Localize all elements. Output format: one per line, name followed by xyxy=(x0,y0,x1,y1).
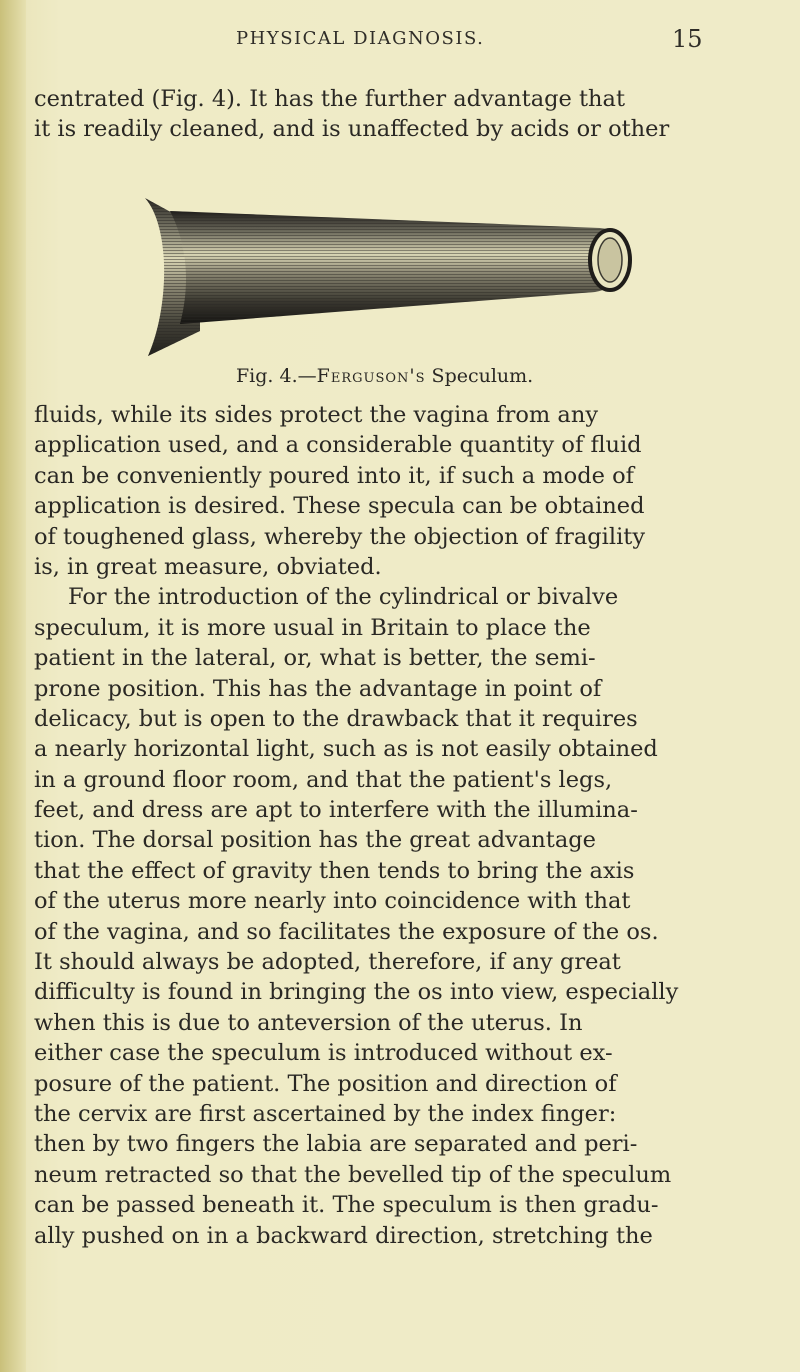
text-line: can be conveniently poured into it, if such a mode of xyxy=(34,462,634,489)
text-line: that the effect of gravity then tends to bring the axis xyxy=(34,857,635,884)
text-line: prone position. This has the advantage in point of xyxy=(34,675,602,702)
text-line: tion. The dorsal position has the great advantage xyxy=(34,827,596,854)
caption-suffix: Speculum. xyxy=(425,365,534,387)
text-line: the cervix are first ascertained by the index finger: xyxy=(34,1100,617,1127)
running-head: PHYSICAL DIAGNOSIS. xyxy=(236,28,485,49)
text-line: then by two fingers the labia are separated and peri- xyxy=(34,1131,638,1158)
text-line: For the introduction of the cylindrical or bivalve xyxy=(68,584,619,611)
caption-name: Ferguson's xyxy=(316,365,426,387)
text-line: ally pushed on in a backward direction, stretching the xyxy=(34,1222,653,1249)
text-line: difficulty is found in bringing the os into view, especially xyxy=(34,979,679,1006)
page-header xyxy=(0,25,800,56)
text-line: neum retracted so that the bevelled tip of the speculum xyxy=(34,1161,672,1188)
figure-caption xyxy=(236,365,533,387)
text-line: posure of the patient. The position and direction of xyxy=(34,1070,617,1097)
page-gutter-edge xyxy=(0,0,26,1372)
text-line: centrated (Fig. 4). It has the further advantage that xyxy=(34,86,625,112)
text-line: application used, and a considerable quantity of fluid xyxy=(34,432,642,459)
text-line: It should always be adopted, therefore, if any great xyxy=(34,949,621,976)
paragraph-top xyxy=(34,84,774,144)
text-line: application is desired. These specula can be obtained xyxy=(34,493,645,520)
text-line: delicacy, but is open to the drawback that it requires xyxy=(34,705,638,732)
text-line: when this is due to anteversion of the uterus. In xyxy=(34,1009,583,1036)
page-number: 15 xyxy=(672,25,703,53)
text-line: patient in the lateral, or, what is better, the semi- xyxy=(34,645,596,672)
text-line: of the uterus more nearly into coincidence with that xyxy=(34,888,631,915)
body-text xyxy=(34,400,774,1251)
text-line: it is readily cleaned, and is unaffected by acids or other xyxy=(34,116,670,142)
caption-prefix: Fig. 4.— xyxy=(236,365,317,387)
text-line: either case the speculum is introduced without ex- xyxy=(34,1040,613,1067)
speculum-illustration xyxy=(140,156,640,366)
text-line: feet, and dress are apt to interfere with the illumina- xyxy=(34,797,638,824)
text-line: is, in great measure, obviated. xyxy=(34,553,382,580)
text-line: a nearly horizontal light, such as is not easily obtained xyxy=(34,736,658,763)
text-line: of the vagina, and so facilitates the exposure of the os. xyxy=(34,918,659,945)
text-line: can be passed beneath it. The speculum is then gradu- xyxy=(34,1192,659,1219)
text-line: of toughened glass, whereby the objection of fragility xyxy=(34,523,646,550)
text-line: speculum, it is more usual in Britain to place the xyxy=(34,614,591,641)
text-line: fluids, while its sides protect the vagina from any xyxy=(34,402,599,428)
text-line: in a ground floor room, and that the patient's legs, xyxy=(34,766,613,793)
